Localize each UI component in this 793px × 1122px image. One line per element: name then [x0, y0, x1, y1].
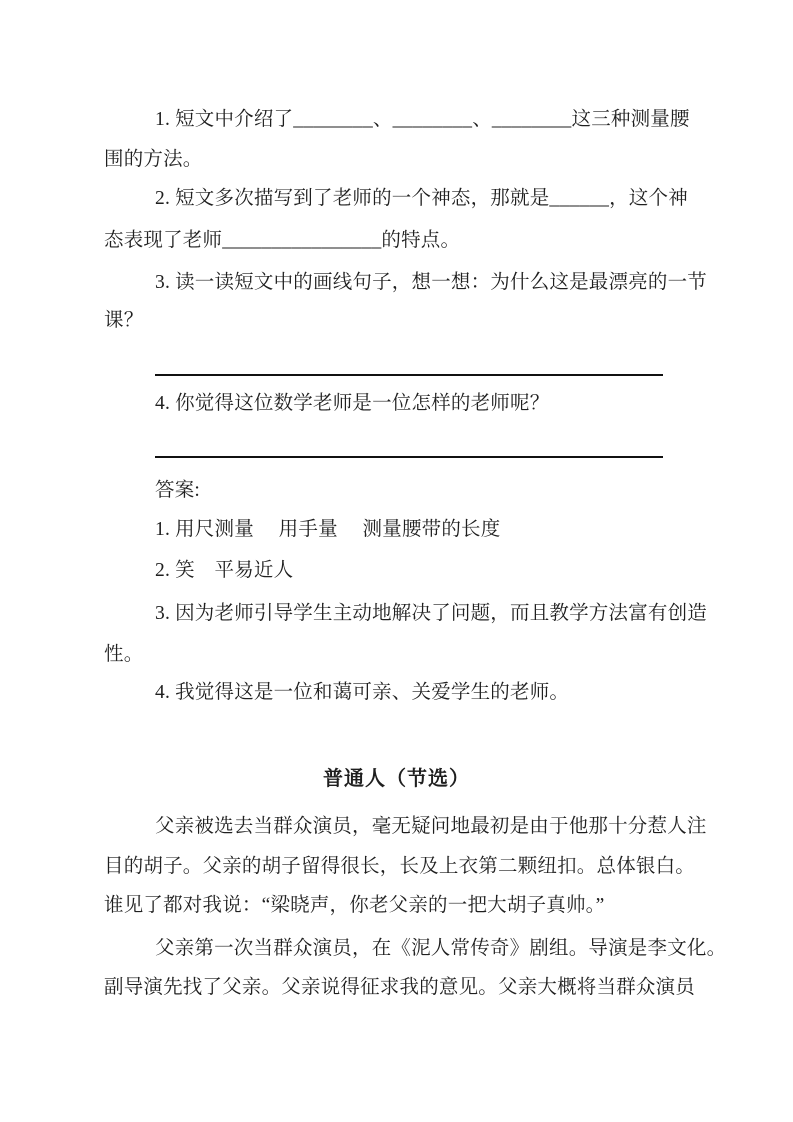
answer-3-line-2: 性。 [104, 644, 144, 665]
passage-title: 普通人（节选） [323, 768, 470, 790]
question-2-line-2: 态表现了老师________________的特点。 [104, 230, 461, 251]
passage-p1-line-1: 父亲被选去当群众演员，毫无疑问地最初是由于他那十分惹人注 [155, 816, 707, 837]
passage-p1-line-2: 目的胡子。父亲的胡子留得很长，长及上衣第二颗纽扣。总体银白。 [104, 856, 696, 877]
passage-p2-line-1: 父亲第一次当群众演员，在《泥人常传奇》剧组。导演是李文化。 [155, 938, 727, 959]
question-4-line-1: 4. 你觉得这位数学老师是一位怎样的老师呢？ [155, 393, 550, 414]
answer-4: 4. 我觉得这是一位和蔼可亲、关爱学生的老师。 [155, 682, 570, 703]
answer-writing-line-q4 [155, 456, 663, 458]
answer-3-line-1: 3. 因为老师引导学生主动地解决了问题，而且教学方法富有创造 [155, 603, 708, 624]
question-1-line-2: 围的方法。 [104, 149, 203, 170]
question-1-line-1: 1. 短文中介绍了________、________、________这三种测量腰 [155, 109, 690, 130]
question-3-line-1: 3. 读一读短文中的画线句子，想一想：为什么这是最漂亮的一节 [155, 272, 708, 293]
answers-heading: 答案: [155, 480, 201, 501]
answer-writing-line-q3 [155, 374, 663, 376]
answer-1: 1. 用尺测量 用手量 测量腰带的长度 [155, 519, 501, 540]
question-2-line-1: 2. 短文多次描写到了老师的一个神态，那就是______，这个神 [155, 188, 688, 209]
question-3-line-2: 课？ [104, 310, 144, 331]
passage-p1-line-3: 谁见了都对我说：“梁晓声，你老父亲的一把大胡子真帅。” [104, 895, 605, 916]
passage-p2-line-2: 副导演先找了父亲。父亲说得征求我的意见。父亲大概将当群众演员 [104, 977, 696, 998]
answer-2: 2. 笑 平易近人 [155, 560, 294, 581]
